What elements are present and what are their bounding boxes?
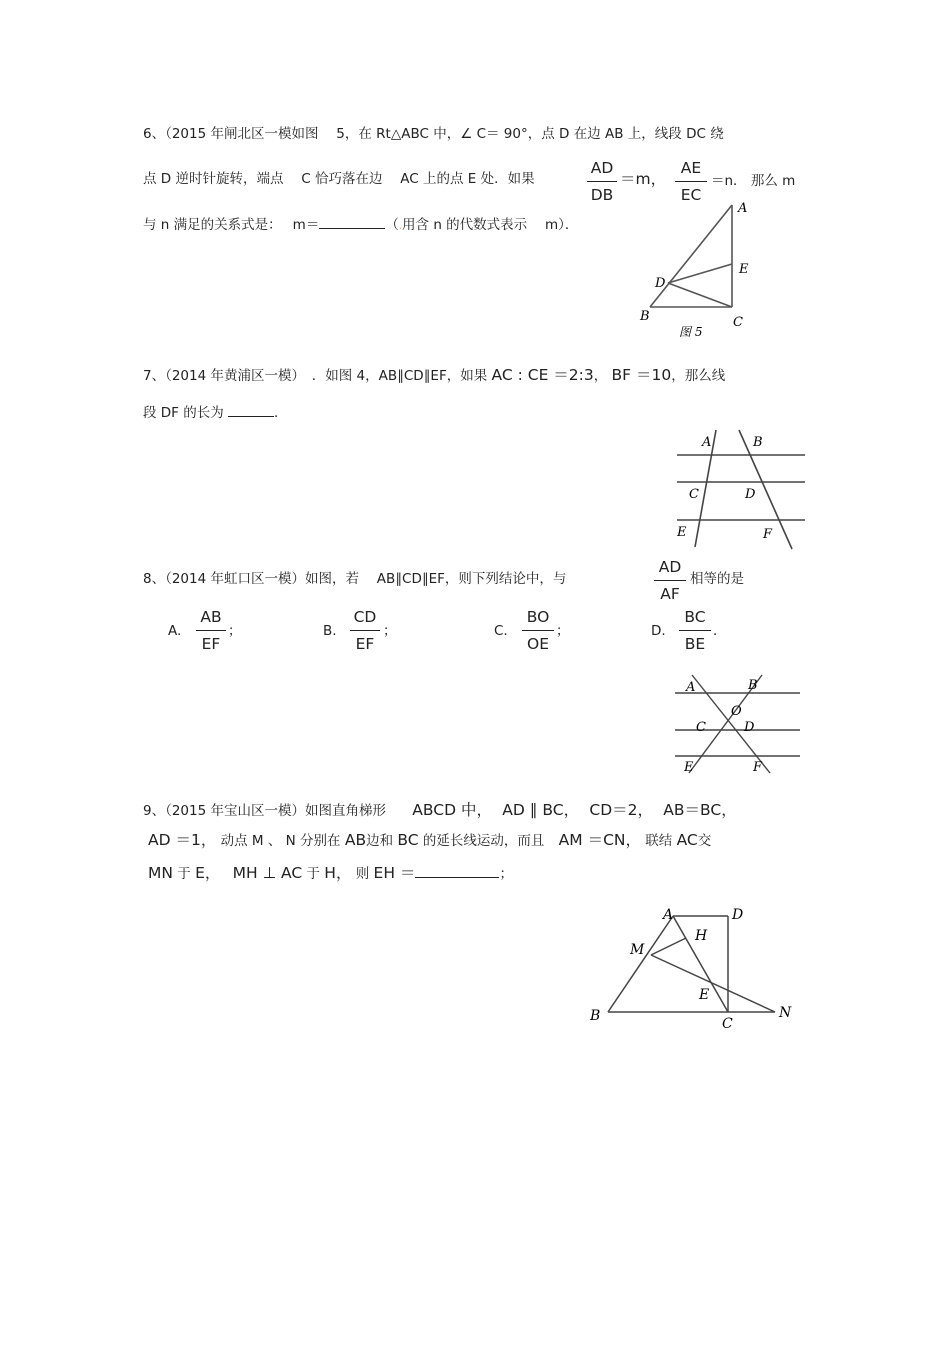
label-f: F [763, 527, 773, 542]
q7-figure [672, 425, 812, 555]
fraction-bar [522, 630, 554, 631]
label-b: B [640, 309, 650, 324]
label-a: A [663, 907, 674, 923]
q9-ad-length: AD ＝1， [148, 831, 217, 849]
q9-ab: AB [344, 831, 367, 849]
fraction-denominator: OE [527, 635, 549, 653]
fraction-bar [679, 630, 711, 631]
fraction-bar [196, 630, 226, 631]
fraction-numerator: BC [684, 608, 706, 626]
q9-extension: 的延长线运动，而且 [422, 833, 545, 849]
fraction-numerator: CD [353, 608, 377, 626]
label-m: M [630, 942, 645, 958]
fraction-numerator: AD [590, 159, 614, 177]
fraction-bar [675, 181, 707, 182]
fraction-numerator: AE [680, 159, 702, 177]
label-d: D [744, 720, 755, 735]
q6-figure [630, 195, 760, 345]
q7-line1 [143, 365, 725, 385]
label-e: E [677, 525, 687, 540]
cursor-dot-icon: . [398, 221, 403, 232]
fraction-bar [654, 580, 686, 581]
option-c-tail: ； [556, 623, 570, 639]
q7-line2-text: 段 DF 的长为 [143, 405, 224, 421]
answer-blank[interactable] [228, 402, 274, 417]
q6-line2-text: 点 D 逆时针旋转，端点 C 恰巧落在边 AC 上的点 E 处．如果 [143, 171, 535, 187]
q8-line1-text: 8、（2014 年虹口区一模）如图，若 AB∥CD∥EF，则下列结论中，与 [143, 571, 567, 587]
option-d-fraction[interactable] [679, 607, 711, 654]
q9-side-and: 边和 [366, 833, 394, 849]
fraction-numerator: AB [200, 608, 222, 626]
label-d: D [655, 276, 666, 291]
q9-mn: MN [148, 864, 173, 882]
label-c: C [689, 487, 699, 502]
fraction-numerator: BO [526, 608, 550, 626]
q7-comma: ， [593, 368, 608, 384]
q8-fraction-ad-af [654, 557, 686, 604]
label-b: B [753, 435, 763, 450]
q9-am-cn: AM ＝CN， [558, 831, 641, 849]
fraction-denominator: DB [590, 186, 614, 204]
q9-h: H， [324, 864, 352, 882]
label-a: A [738, 201, 748, 216]
q6-line3-hint: 用含 n 的代数式表示 m）． [402, 217, 579, 233]
option-a-fraction[interactable] [196, 607, 226, 654]
label-o: O [731, 704, 742, 719]
label-e: E [699, 987, 710, 1003]
q6-line3 [143, 214, 578, 236]
q7-line2-end: ． [274, 405, 288, 421]
q9-then: 则 [355, 866, 370, 882]
q9-figure [585, 900, 805, 1040]
q9-at-2: 于 [306, 866, 320, 882]
q6-line3-text: 与 n 满足的关系式是： m＝ [143, 217, 320, 233]
q7-condition-ratio: AC : CE ＝2:3 [491, 366, 594, 384]
q9-line1-text: 9、（2015 年宝山区一模）如图直角梯形 [143, 803, 386, 819]
segment-mn [651, 955, 775, 1012]
label-b: B [748, 678, 758, 693]
q9-e: E， [195, 864, 221, 882]
q7-line1-end: ，那么线 [671, 368, 726, 384]
label-f: F [753, 760, 763, 775]
fraction-denominator: EC [680, 186, 702, 204]
label-c: C [722, 1016, 733, 1032]
q7-line2 [143, 402, 288, 422]
q6-equals-n: ＝n． 那么 m [711, 173, 796, 189]
q8-figure [670, 670, 810, 780]
label-c: C [696, 720, 706, 735]
figure-caption: 图 5 [679, 325, 703, 339]
label-h: H [695, 928, 708, 944]
q9-end: ； [499, 866, 513, 882]
label-c: C [733, 315, 743, 330]
fraction-numerator: AD [658, 558, 682, 576]
q6-line1: 6、（2015 年闸北区一模如图 5，在 Rt△ABC 中，∠ C＝ 90°，点 D 在边 AB 上，线段 DC 绕 [143, 126, 724, 142]
q8-line1-end: 相等的是 [690, 571, 744, 587]
q9-bc: BC [397, 831, 419, 849]
q9-ac: AC [676, 831, 698, 849]
q9-mh-perp: MH ⊥ AC [232, 864, 303, 882]
option-a-label: A. [168, 623, 182, 639]
option-b-label: B. [323, 623, 337, 639]
label-b: B [590, 1008, 601, 1024]
q9-line1 [143, 800, 737, 820]
label-a: A [702, 435, 712, 450]
answer-blank[interactable] [415, 863, 499, 878]
option-b-fraction[interactable] [350, 607, 380, 654]
q6-fraction-ad-db [587, 158, 617, 205]
fraction-denominator: EF [355, 635, 375, 653]
fraction-bar [350, 630, 380, 631]
q9-moving-points: 动点 M 、 N 分别在 [220, 833, 341, 849]
q9-shape: ABCD 中， [412, 801, 492, 819]
q9-connect: 联结 [645, 833, 673, 849]
q9-eh-equals: EH ＝ [373, 864, 416, 882]
q9-cd-length: CD＝2， [589, 801, 653, 819]
option-c-fraction[interactable] [522, 607, 554, 654]
q9-parallel: AD ∥ BC， [502, 801, 580, 819]
segment-dc [668, 283, 732, 307]
label-a: A [686, 680, 696, 695]
answer-blank[interactable] [319, 214, 385, 229]
q7-line1-text: 7、（2014 年黄浦区一模） ．如图 4，AB∥CD∥EF，如果 [143, 368, 488, 384]
q9-at-1: 于 [177, 866, 191, 882]
label-e: E [684, 760, 694, 775]
fraction-bar [587, 181, 617, 182]
option-d-tail: ． [713, 623, 727, 639]
q9-ab-bc: AB＝BC， [663, 801, 737, 819]
option-d-label: D. [651, 623, 666, 639]
fraction-denominator: BE [684, 635, 706, 653]
q6-equals-m: ＝m， [620, 170, 667, 188]
option-c-label: C. [494, 623, 508, 639]
segment-ab [608, 916, 673, 1012]
q9-intersect: 交 [697, 833, 712, 849]
label-e: E [739, 262, 749, 277]
q6-open-paren: （ [385, 217, 399, 233]
label-n: N [779, 1005, 792, 1021]
q9-line3 [148, 863, 513, 883]
option-a-tail: ； [228, 623, 242, 639]
fraction-denominator: AF [660, 585, 680, 603]
q7-condition-bf: BF ＝10 [611, 366, 672, 384]
label-d: D [745, 487, 756, 502]
q9-line2 [148, 830, 711, 850]
option-b-tail: ； [383, 623, 397, 639]
fraction-denominator: EF [201, 635, 221, 653]
label-d: D [732, 907, 744, 923]
